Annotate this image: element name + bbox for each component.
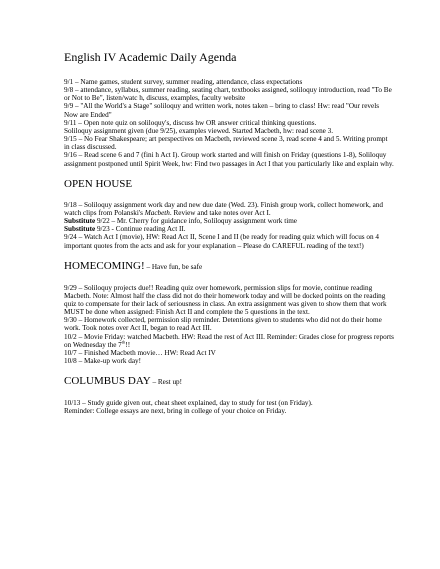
entry-9-1: 9/1 – Name games, student survey, summer reading, attendance, class expectations	[64, 78, 303, 86]
open-house-heading: OPEN HOUSE	[64, 177, 133, 190]
entry-9-30: 9/30 – Homework collected, permission slip reminder. Detentions given to students who did not do their home work. Took notes over Act II, began to read Act III.	[64, 316, 382, 333]
columbus-day-heading: COLUMBUS DAY – Rest up!	[64, 375, 183, 388]
entry-reminder: Reminder: College essays are next, bring in college of your choice on Friday.	[64, 407, 287, 416]
entry-9-24: 9/24 – Watch Act I (movie), HW: Read Act II, Scene I and II (be ready for reading quiz which will focus on 4 important quotes from the acts and ask for your explanation – Please do CAREFUL reading of the text!)	[64, 233, 379, 250]
open-house-section	[64, 201, 394, 250]
homecoming-section	[64, 284, 394, 366]
substitute-label: Substitute	[64, 225, 96, 234]
entry-9-8: 9/8 – attendance, syllabus, summer reading, seating chart, textbooks assigned, soliloquy introduction, read "To Be or Not to Be", listen/watc h, discuss, examples, faculty website	[64, 86, 392, 103]
entry-9-9: 9/9 – "All the World's a Stage" soliloquy and written work, notes taken – bring to class! Hw: read "Our revels Now are Ended"	[64, 102, 379, 119]
homecoming-note: – Have fun, be safe	[144, 262, 203, 271]
entry-10-13: 10/13 – Study guide given out, cheat sheet explained, day to study for test (on Friday).	[64, 399, 313, 408]
entry-9-22: Substitute 9/22 – Mr. Cherry for guidance info, Soliloquy assignment work time	[64, 217, 297, 226]
agenda-document	[64, 50, 394, 416]
columbus-section	[64, 399, 394, 415]
homecoming-heading: HOMECOMING! – Have fun, be safe	[64, 259, 203, 272]
entry-10-7: 10/7 – Finished Macbeth movie… HW: Read Act IV	[64, 348, 216, 357]
document-title: English IV Academic Daily Agenda	[64, 50, 237, 64]
entry-9-29: 9/29 – Soliloquy projects due!! Reading quiz over homework, permission slips for movie, continue reading Macbeth. Note: Almost half the class did not do their homework today and will be docked points on the reading quiz to compensate for their lack of seriousness in class. An extra assignment was given to show them that work MUST be done when assigned: Finish Act II and complete the 5 questions in the text.	[64, 283, 387, 317]
substitute-label: Substitute	[64, 217, 96, 226]
entry-9-18: 9/18 – Soliloquy assignment work day and new due date (Wed. 23). Finish group work, collect homework, and watch clips from Polanski's Macbeth. Review and take notes over Act I.	[64, 200, 384, 217]
entry-9-23: Substitute 9/23 - Continue reading Act II.	[64, 225, 186, 234]
entry-9-15: 9/15 – No Fear Shakespeare; art perspectives on Macbeth, reviewed scene 3, read scene 4 and 5. Writing prompt in class discussed.	[64, 135, 388, 152]
columbus-note: – Rest up!	[150, 378, 183, 387]
entry-9-16: 9/16 – Read scene 6 and 7 (fini h Act I). Group work started and will finish on Friday (questions 1-8), Soliloquy assignment postponed until Spirit Week, hw: Find two passages in Act I that you particularly like and explain why.	[64, 151, 394, 168]
entry-10-2: 10/2 – Movie Friday: watched Macbeth. HW: Read the rest of Act III. Reminder: Grades close for progress reports on Wednesday the 7th!!	[64, 332, 394, 349]
macbeth-title: Macbeth	[144, 208, 170, 217]
september-section	[64, 78, 394, 168]
entry-10-8: 10/8 – Make-up work day!	[64, 357, 142, 366]
entry-9-11: 9/11 – Open note quiz on soliloquy's, discuss hw OR answer critical thinking questions.	[64, 118, 317, 127]
entry-9-11-cont: Soliloquy assignment given (due 9/25), examples viewed. Started Macbeth, hw: read scene 3.	[64, 126, 334, 135]
